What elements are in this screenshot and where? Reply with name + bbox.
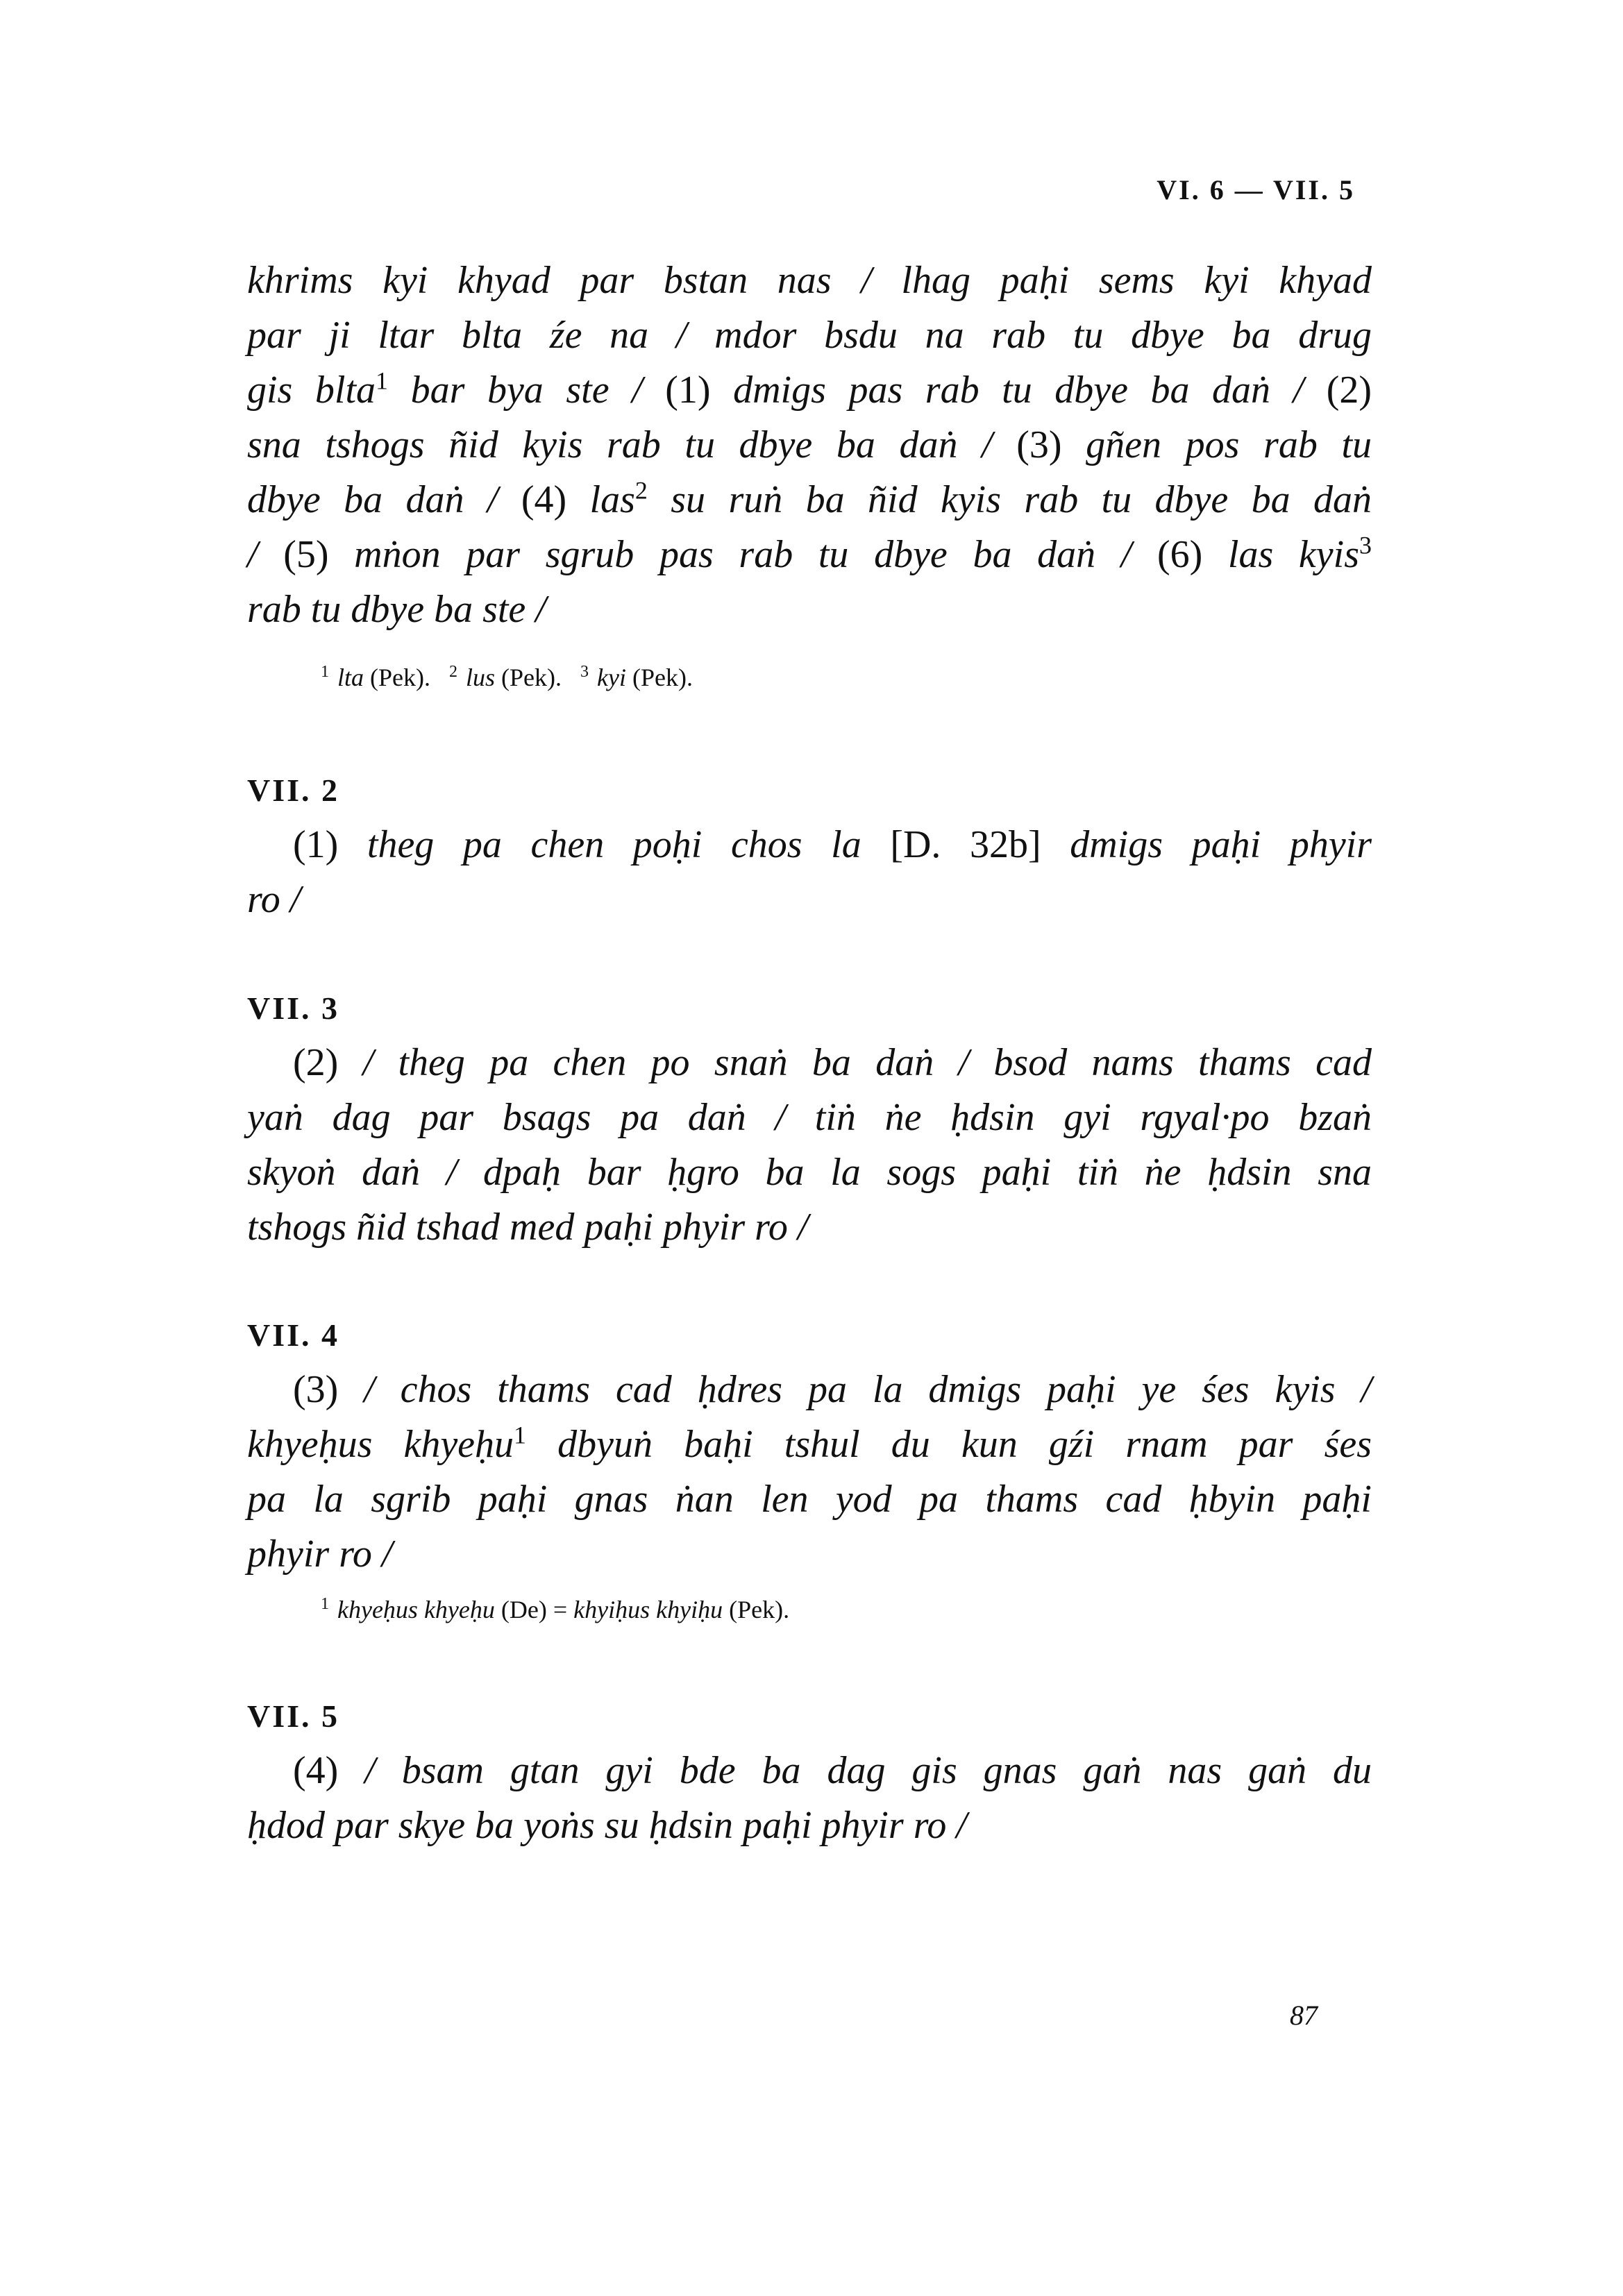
text-span: las kyis: [1227, 533, 1359, 576]
text-line: [247, 818, 1372, 872]
section-heading: VII. 3: [247, 990, 340, 1026]
text-span: dmigs pas rab tu dbye ba daṅ /: [733, 369, 1304, 412]
citation: [D. 32b]: [890, 823, 1041, 866]
text-span: bar bya ste /: [410, 369, 643, 412]
text-line: [247, 1036, 1372, 1090]
text-span: khyeḥus khyeḥu: [247, 1423, 514, 1466]
footnote-mark: 2: [449, 663, 457, 681]
text-line: pa la sgrib paḥi gnas ṅan len yod pa thams cad ḥbyin paḥi: [247, 1478, 1372, 1521]
item-number: (4): [521, 478, 567, 521]
text-line: [247, 363, 1372, 418]
item-number: (1): [293, 823, 339, 866]
text-line: [247, 1744, 1372, 1798]
item-number: (6): [1157, 533, 1203, 576]
text-line: [247, 1417, 1372, 1472]
text-line: phyir ro /: [247, 1533, 393, 1576]
section-vii-3: [247, 987, 1372, 1255]
item-number: (1): [665, 369, 711, 412]
footnotes-block1: [321, 663, 693, 692]
text-span: dbyuṅ baḥi tshul du kun gźi rnam par śes: [557, 1423, 1372, 1466]
footnote-source: (Pek).: [370, 664, 430, 691]
footnote-mark: 1: [321, 1595, 329, 1613]
text-line: [247, 473, 1372, 527]
text-line: [247, 527, 1372, 582]
footnote-source: (De) =: [501, 1596, 568, 1623]
text-line: [247, 1362, 1372, 1417]
text-span: las: [589, 478, 635, 521]
footnote-ref: 2: [634, 476, 648, 505]
footnote-vii-4: [321, 1595, 789, 1624]
item-number: (4): [293, 1749, 339, 1792]
text-span: gñen pos rab tu: [1086, 423, 1372, 466]
footnote-source: (Pek).: [501, 664, 562, 691]
text-line: yaṅ dag par bsags pa daṅ / tiṅ ṅe ḥdsin gyi rgyal·po bzaṅ: [247, 1096, 1372, 1139]
text-line: ḥdod par skye ba yoṅs su ḥdsin paḥi phyir ro /: [247, 1804, 967, 1847]
footnote-ref: 1: [514, 1421, 527, 1449]
text-line: ro /: [247, 878, 301, 921]
item-number: (3): [1016, 423, 1062, 466]
section-heading: VII. 5: [247, 1698, 340, 1734]
footnote-source: (Pek).: [729, 1596, 790, 1623]
text-span: dbye ba daṅ /: [247, 478, 498, 521]
page-number: 87: [1290, 2000, 1318, 2031]
footnote-mark: 1: [321, 663, 329, 681]
footnote-word: lta: [337, 664, 364, 691]
text-line: khrims kyi khyad par bstan nas / lhag paḥi sems kyi khyad: [247, 259, 1372, 302]
section-heading: VII. 4: [247, 1317, 340, 1353]
footnote-word: khyeḥus khyeḥu: [337, 1596, 495, 1623]
text-span: su ruṅ ba ñid kyis rab tu dbye ba daṅ: [671, 478, 1372, 521]
item-number: (2): [293, 1041, 339, 1084]
section-vii-4: [247, 1314, 1372, 1582]
section-vii-2: [247, 769, 1372, 927]
item-number: (2): [1326, 369, 1372, 412]
footnote-source: (Pek).: [632, 664, 693, 691]
text-span: gis blta: [247, 369, 376, 412]
text-span: theg pa chen poḥi chos la: [367, 823, 861, 866]
footnote-word: khyiḥus khyiḥu: [573, 1596, 723, 1623]
text-line: [247, 418, 1372, 473]
text-span: sna tshogs ñid kyis rab tu dbye ba daṅ /: [247, 423, 993, 466]
text-span: mṅon par sgrub pas rab tu dbye ba daṅ /: [354, 533, 1132, 576]
item-number: (3): [293, 1368, 339, 1411]
section-vii-5: [247, 1695, 1372, 1853]
text-span: / bsam gtan gyi bde ba dag gis gnas gaṅ nas gaṅ du: [364, 1749, 1372, 1792]
text-line: tshogs ñid tshad med paḥi phyir ro /: [247, 1206, 809, 1249]
footnote-word: kyi: [597, 664, 626, 691]
item-number: (5): [283, 533, 329, 576]
running-head: VI. 6 — VII. 5: [1157, 174, 1355, 205]
footnote-ref: 1: [376, 366, 389, 395]
section-vi-6-continuation: [247, 253, 1372, 637]
footnote-mark: 3: [580, 663, 589, 681]
text-span: / chos thams cad ḥdres pa la dmigs paḥi ye śes kyis /: [364, 1368, 1372, 1411]
text-span: / theg pa chen po snaṅ ba daṅ / bsod nams thams cad: [362, 1041, 1372, 1084]
footnote-word: lus: [466, 664, 496, 691]
text-span: dmigs paḥi phyir: [1070, 823, 1372, 866]
text-line: par ji ltar blta źe na / mdor bsdu na rab tu dbye ba drug: [247, 314, 1372, 357]
text-line: rab tu dbye ba ste /: [247, 588, 546, 631]
text-line: skyoṅ daṅ / dpaḥ bar ḥgro ba la sogs paḥi tiṅ ṅe ḥdsin sna: [247, 1151, 1372, 1194]
text-span: /: [247, 533, 258, 576]
footnote-ref: 3: [1359, 531, 1372, 559]
section-heading: VII. 2: [247, 773, 340, 808]
